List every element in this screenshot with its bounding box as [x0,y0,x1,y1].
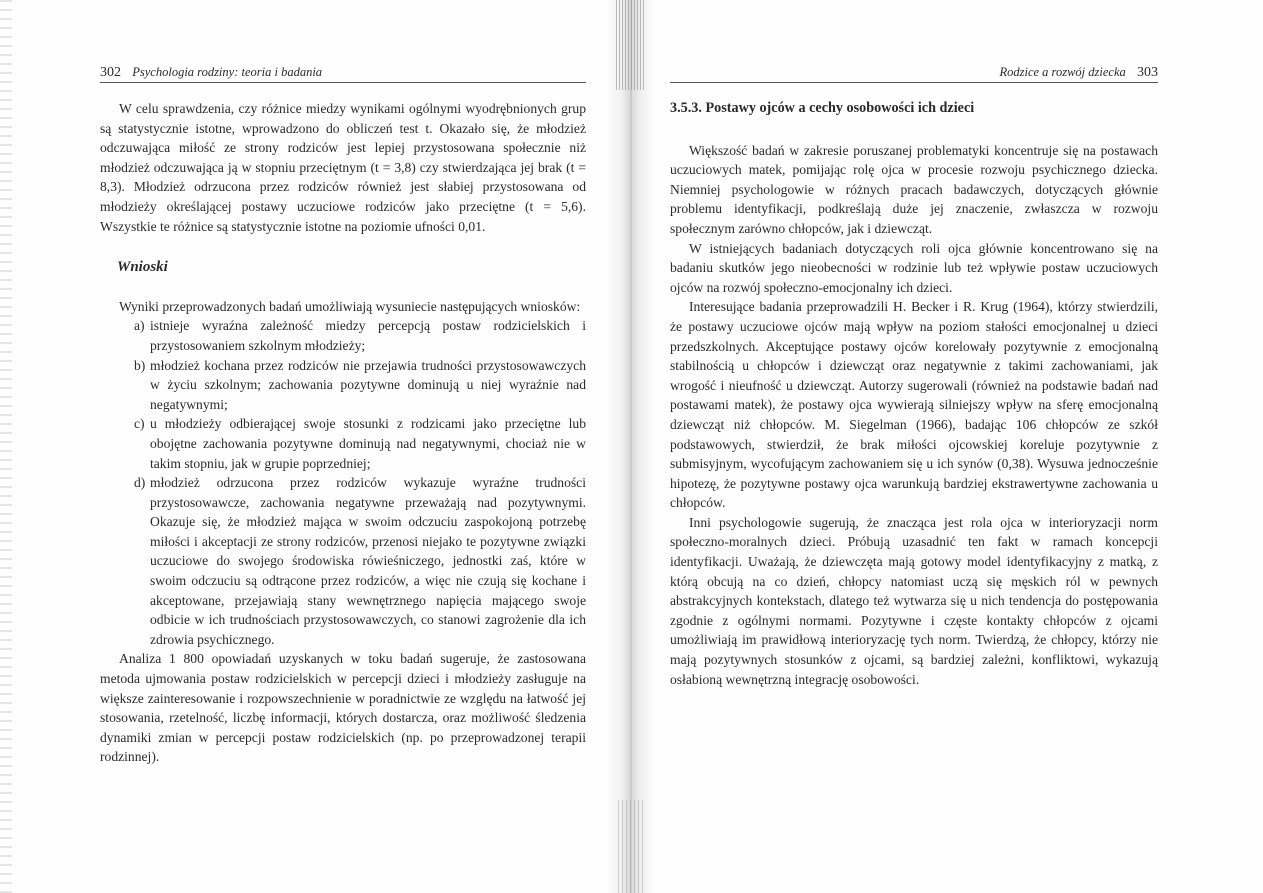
right-page-body [670,99,1158,689]
conclusion-item [100,316,586,355]
body-paragraph: Inni psychologowie sugerują, że znacząca jest rola ojca w interioryzacji norm społeczno-moralnych dzieci. Próbują uzasadnić ten fakt w ramach koncepcji identyfikacji. Uważają, że dziewczęta mają gotowy model identyfikacyjny z matką, z którą obcują na co dzień, chłopcy natomiast uczą się męskich ról w pewnych abstrakcyjnych kontekstach, dlatego też wytwarza się u nich tendencja do postępowania zgodnie z ogólnymi normami. Pozytywne i częste kontakty chłopców z ojcami umożliwiają im prawidłową interioryzację tych norm. Twierdzą, że chłopcy, którzy nie mają pozytywnych stosunków z ojcami, są bardziej zależni, konfliktowi, wykazują osłabioną wewnętrzną integrację osobowości. [670,514,1158,687]
section-heading: 3.5.3. Postawy ojców a cechy osobowości ich dzieci [670,100,975,116]
scan-left-edge [0,0,12,893]
left-page [100,62,586,767]
book-spine-gutter [606,0,656,893]
item-text: istnieje wyraźna zależność miedzy percepcją postaw rodzicielskich i przystosowaniem szkolnym młodzieży; [150,318,586,353]
item-marker: d) [134,475,146,491]
item-marker: b) [134,357,146,373]
right-page-number: 303 [1137,65,1158,80]
closing-paragraph: Analiza 1 800 opowiadań uzyskanych w toku badań sugeruje, że zastosowana metoda ujmowania postaw rodzicielskich w percepcji dzieci i młodzieży zasługuje na większe zainteresowanie i rozpowszechnienie w poradnictwie ze względu na łatwość jej stosowania, rzetelność, liczbę informacji, których dostarcza, oraz możliwość śledzenia dynamiki zmian w percepcji postaw rodzicielskich (np. po przeprowadzonej terapii rodzinnej). [100,651,586,765]
conclusion-item [100,356,586,415]
body-paragraph: Interesujące badania przeprowadzili H. Becker i R. Krug (1964), którzy stwierdzili, że postawy uczuciowe ojców mają wpływ na poziom stałości emocjonalnej u dzieci przedszkolnych. Akceptujące postawy ojców korelowały pozytywnie z emocjonalną stabilnością u chłopców i dziewcząt oraz negatywnie z takimi zachowaniami, jak wrogość i nieufność u dziewcząt. Autorzy sugerowali (również na podstawie badań nad postawami matek), że postawy ojca wywierają silniejszy wpływ na sferę emocjonalną dziewcząt niż chłopców. M. Siegelman (1966), badając 106 chłopców ze szkół podstawowych, stwierdził, że brak miłości ojcowskiej koreluje pozytywnie z submisyjnym, wycofującym zachowaniem się u ich synów (0,38). Wysuwa jednocześnie hipotezę, że pozytywne postawy ojca warunkują bardziej ekstrawertywne zachowania u chłopców. [670,299,1158,511]
item-text: młodzież odrzucona przez rodziców wykazuje wyraźne trudności przystosowawcze, zachowania negatywne przeważają nad pozytywnymi. Okazuje się, że młodzież mająca w swoim odczuciu zaspokojoną potrzebę miłości i akceptacji ze strony rodziców, przenosi niejako te pozytywne związki uczuciowe do swojego środowiska rówieśniczego, jednostki zaś, które w swoim odczuciu są odtrącone przez rodziców, a więc nie czują się kochane i akceptowane, przejawiają stany wewnętrznego napięcia mającego swoje odbicie w ich trudnościach przystosowawczych, co stanowi zagrożenie dla ich zdrowia psychicznego. [150,475,586,647]
gutter-shadow-top [616,0,646,90]
left-running-title: Psychologia rodziny: teoria i badania [132,65,323,79]
item-marker: c) [134,416,145,432]
conclusions-lead: Wyniki przeprowadzonych badań umożliwiają wysuniecie następujących wniosków: [119,298,581,314]
conclusions-heading: Wnioski [117,259,168,276]
gutter-shadow-bottom [618,800,644,893]
right-page [670,62,1158,689]
conclusion-item [100,473,586,649]
item-text: u młodzieży odbierającej swoje stosunki z rodzicami jako przeciętne lub obojętne zachowania pozytywne dominują nad negatywnymi, chociaż nie w takim stopniu, jak w grupie poprzedniej; [150,416,586,471]
item-marker: a) [134,318,145,334]
conclusion-item [100,414,586,473]
intro-paragraph: W celu sprawdzenia, czy różnice miedzy wynikami ogólnymi wyodrębnionych grup są statystycznie istotne, wprowadzono do obliczeń test t. Okazało się, że młodzież odczuwająca miłość ze strony rodziców jest lepiej przystosowana społecznie niż młodzież odczuwająca ją w stopniu przeciętnym (t = 3,8) czy stwierdzająca jej brak (t = 8,3). Młodzież odrzucona przez rodziców również jest słabiej przystosowana od młodzieży określającej postawy uczuciowe rodziców jako przeciętne (t = 5,6). Wszystkie te różnice są statystycznie istotne na poziomie ufności 0,01. [100,101,586,234]
right-running-title: Rodzice a rozwój dziecka [999,65,1126,79]
left-page-number: 302 [100,65,121,80]
left-running-head [100,62,586,83]
body-paragraph: Większość badań w zakresie poruszanej problematyki koncentruje się na postawach uczuciowych matek, pomijając rolę ojca w procesie rozwoju psychicznego dziecka. Niemniej psychologowie w różnych pracach badawczych, dotyczących głównie problemu identyfikacji, podkreślają duże jej znaczenie, zwłaszcza w rozwoju społecznym zarówno chłopców, jak i dziewcząt. [670,142,1158,236]
body-paragraph: W istniejących badaniach dotyczących roli ojca głównie koncentrowano się na badaniu skutków jego nieobecności w rodzinie lub też wpływie postaw uczuciowych ojców na rozwój społeczno-emocjonalny ich dzieci. [670,240,1158,295]
left-page-body [100,99,586,767]
right-running-head [670,62,1158,83]
item-text: młodzież kochana przez rodziców nie przejawia trudności przystosowawczych w życiu szkolnym; zachowania pozytywne dominują u niej wyraźnie nad negatywnymi; [150,357,586,412]
conclusions-list [100,316,586,649]
